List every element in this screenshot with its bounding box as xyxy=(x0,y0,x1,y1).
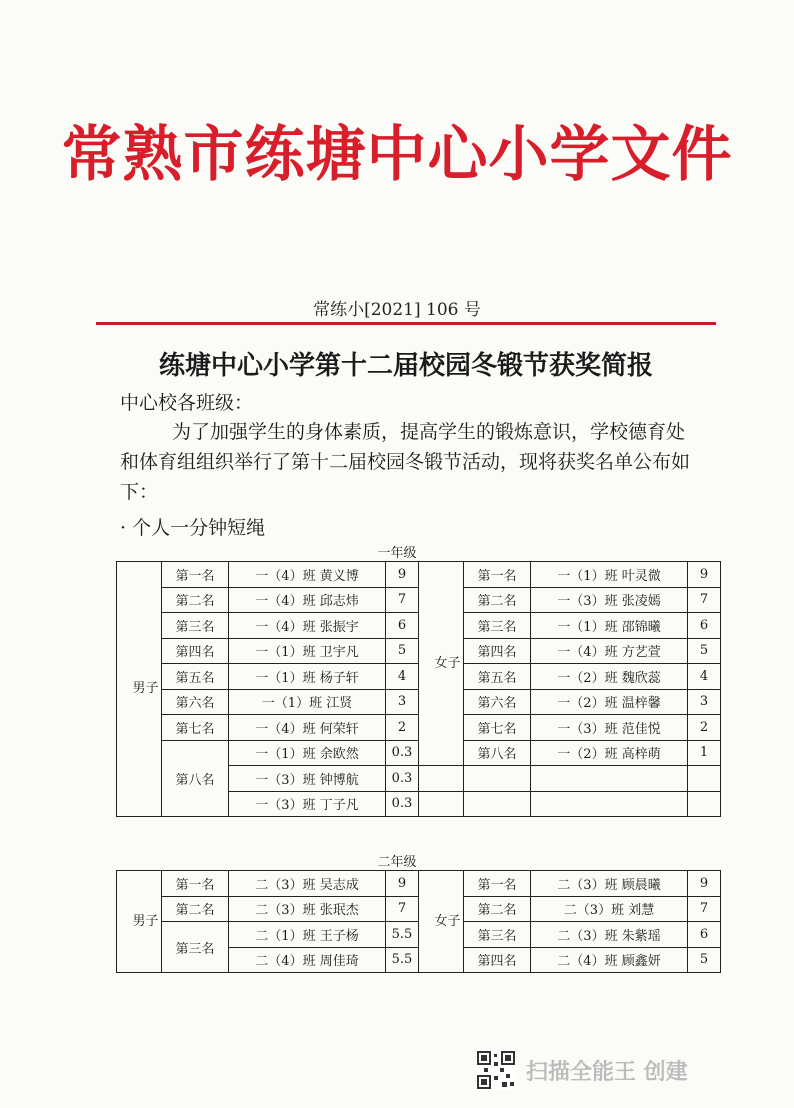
score-cell: 5.5 xyxy=(386,922,419,948)
name-cell: 一（1）班 杨子轩 xyxy=(229,664,386,690)
empty-cell xyxy=(688,766,721,792)
grade2-table xyxy=(116,870,721,973)
rank-cell: 第三名 xyxy=(162,613,229,639)
rank-cell: 第五名 xyxy=(464,664,531,690)
score-cell: 0.3 xyxy=(386,740,419,766)
score-cell: 3 xyxy=(386,689,419,715)
empty-cell xyxy=(464,766,531,792)
rank-cell: 第五名 xyxy=(162,664,229,690)
name-cell: 二（3）班 朱紫瑶 xyxy=(531,922,688,948)
score-cell: 6 xyxy=(688,922,721,948)
name-cell: 二（3）班 吴志成 xyxy=(229,871,386,897)
rank-cell: 第一名 xyxy=(464,562,531,588)
name-cell: 一（3）班 张凌嫣 xyxy=(531,587,688,613)
name-cell: 一（4）班 何荣轩 xyxy=(229,715,386,741)
name-cell: 二（1）班 王子杨 xyxy=(229,922,386,948)
score-cell: 9 xyxy=(688,562,721,588)
empty-cell xyxy=(531,791,688,817)
rank-cell: 第六名 xyxy=(464,689,531,715)
male-label xyxy=(117,871,162,973)
empty-cell xyxy=(419,791,464,817)
name-cell: 一（4）班 邱志炜 xyxy=(229,587,386,613)
salutation: 中心校各班级： xyxy=(120,392,254,414)
name-cell: 一（4）班 黄义博 xyxy=(229,562,386,588)
name-cell: 一（4）班 张振宇 xyxy=(229,613,386,639)
grade1-table xyxy=(116,561,721,817)
score-cell: 1 xyxy=(688,740,721,766)
female-label xyxy=(419,562,464,766)
name-cell: 一（4）班 方艺萱 xyxy=(531,638,688,664)
empty-cell xyxy=(464,791,531,817)
name-cell: 一（1）班 余欧然 xyxy=(229,740,386,766)
empty-cell xyxy=(531,766,688,792)
score-cell: 2 xyxy=(386,715,419,741)
rank-cell: 第一名 xyxy=(464,871,531,897)
name-cell: 一（2）班 温梓馨 xyxy=(531,689,688,715)
name-cell: 一（3）班 丁子凡 xyxy=(229,791,386,817)
score-cell: 4 xyxy=(688,664,721,690)
name-cell: 一（1）班 叶灵微 xyxy=(531,562,688,588)
document-header-title: 常熟市练塘中心小学文件 xyxy=(61,120,733,190)
score-cell: 7 xyxy=(688,896,721,922)
male-label-text: 男子 xyxy=(132,681,159,696)
score-cell: 0.3 xyxy=(386,791,419,817)
grade2-caption: 二年级 xyxy=(377,855,417,870)
rank-cell: 第一名 xyxy=(162,562,229,588)
name-cell: 一（3）班 钟博航 xyxy=(229,766,386,792)
female-label-text: 女子 xyxy=(434,655,461,671)
score-cell: 9 xyxy=(386,871,419,897)
male-label xyxy=(117,562,162,817)
rank-cell: 第三名 xyxy=(464,613,531,639)
rank-cell: 第八名 xyxy=(464,740,531,766)
score-cell: 7 xyxy=(386,587,419,613)
section-heading: · 个人一分钟短绳 xyxy=(120,517,266,539)
score-cell: 7 xyxy=(688,587,721,613)
rank-cell: 第二名 xyxy=(464,896,531,922)
rank-cell: 第一名 xyxy=(162,871,229,897)
name-cell: 一（2）班 高梓萌 xyxy=(531,740,688,766)
name-cell: 一（1）班 邵锦曦 xyxy=(531,613,688,639)
name-cell: 二（3）班 张珉杰 xyxy=(229,896,386,922)
score-cell: 7 xyxy=(386,896,419,922)
table-row xyxy=(117,562,721,588)
notice-body: 为了加强学生的身体素质，提高学生的锻炼意识，学校德育处和体育组组织举行了第十二届校园冬锻节活动，现将获奖名单公布如下： xyxy=(120,421,691,503)
name-cell: 一（1）班 江贤 xyxy=(229,689,386,715)
name-cell: 二（3）班 刘慧 xyxy=(531,896,688,922)
score-cell: 5 xyxy=(688,638,721,664)
rank-cell: 第三名 xyxy=(464,922,531,948)
rank-cell: 第三名 xyxy=(162,922,229,973)
name-cell: 二（4）班 顾鑫妍 xyxy=(531,947,688,973)
score-cell: 3 xyxy=(688,689,721,715)
name-cell: 一（2）班 魏欣蕊 xyxy=(531,664,688,690)
empty-cell xyxy=(419,766,464,792)
name-cell: 二（3）班 顾晨曦 xyxy=(531,871,688,897)
header-divider xyxy=(96,322,716,325)
empty-cell xyxy=(688,791,721,817)
table-row xyxy=(117,871,721,897)
rank-cell: 第四名 xyxy=(162,638,229,664)
score-cell: 2 xyxy=(688,715,721,741)
score-cell: 9 xyxy=(688,871,721,897)
score-cell: 0.3 xyxy=(386,766,419,792)
rank-cell: 第八名 xyxy=(162,740,229,817)
score-cell: 6 xyxy=(688,613,721,639)
score-cell: 4 xyxy=(386,664,419,690)
score-cell: 5 xyxy=(688,947,721,973)
score-cell: 5 xyxy=(386,638,419,664)
rank-cell: 第二名 xyxy=(162,896,229,922)
name-cell: 一（1）班 卫宇凡 xyxy=(229,638,386,664)
rank-cell: 第七名 xyxy=(464,715,531,741)
rank-cell: 第二名 xyxy=(162,587,229,613)
name-cell: 一（3）班 范佳悦 xyxy=(531,715,688,741)
rank-cell: 第七名 xyxy=(162,715,229,741)
score-cell: 6 xyxy=(386,613,419,639)
rank-cell: 第四名 xyxy=(464,638,531,664)
male-label-text: 男子 xyxy=(132,913,159,929)
name-cell: 二（4）班 周佳琦 xyxy=(229,947,386,973)
rank-cell: 第六名 xyxy=(162,689,229,715)
rank-cell: 第四名 xyxy=(464,947,531,973)
document-number: 常练小[2021] 106 号 xyxy=(313,300,481,320)
qr-code-icon xyxy=(476,1050,516,1090)
notice-title: 练塘中心小学第十二届校园冬锻节获奖简报 xyxy=(158,351,653,381)
score-cell: 5.5 xyxy=(386,947,419,973)
score-cell: 9 xyxy=(386,562,419,588)
female-label xyxy=(419,871,464,973)
watermark-text: 扫描全能王 创建 xyxy=(526,1060,688,1085)
rank-cell: 第二名 xyxy=(464,587,531,613)
female-label-text: 女子 xyxy=(434,913,461,929)
grade1-caption: 一年级 xyxy=(377,546,417,561)
